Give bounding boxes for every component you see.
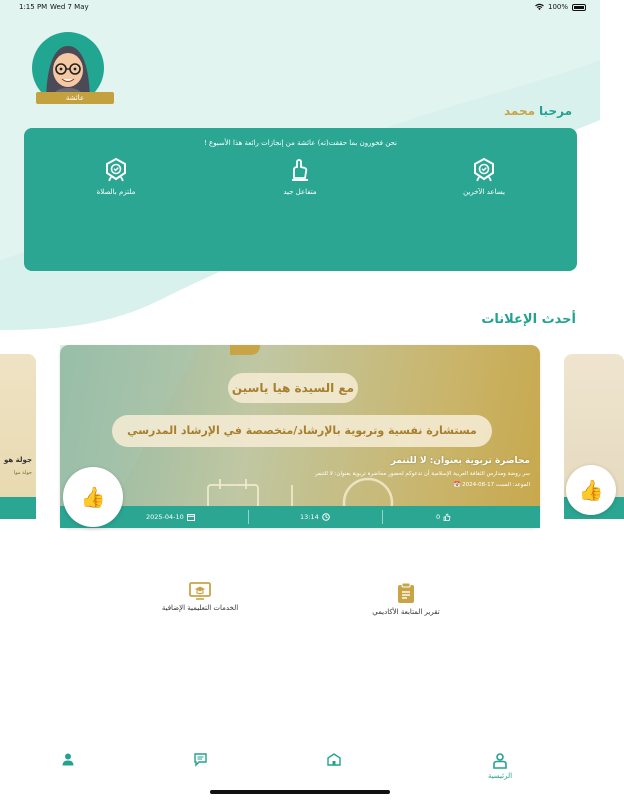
announcements-title: أحدث الإعلانات [481, 312, 576, 327]
announcement-card[interactable] [60, 345, 540, 528]
announcement-time [300, 506, 330, 528]
wifi-icon [535, 4, 544, 11]
announcement-title: محاضرة تربوية بعنوان: لا للتنمر [390, 456, 530, 466]
like-outline-icon [443, 513, 451, 521]
greeting-user-name: محمد [503, 104, 536, 118]
calendar-icon [187, 513, 195, 521]
tab-messages[interactable] [170, 753, 230, 769]
tab-home[interactable] [470, 753, 530, 780]
announcement-publish-date [146, 506, 195, 528]
tab-home-label: الرئيسية [487, 772, 513, 780]
clock-icon [322, 513, 330, 521]
home-indicator [210, 790, 390, 794]
child-name-label: عائشة [36, 92, 114, 104]
footer-divider [248, 510, 249, 524]
status-time: 1:15 PM [19, 3, 48, 11]
announcement-card-prev[interactable] [0, 354, 36, 519]
time-value: 13:14 [300, 513, 319, 521]
achievement-item [444, 158, 524, 196]
announcement-prev-subtitle: جولة موا [13, 470, 32, 476]
thumbs-up-icon: 👍 [80, 485, 106, 509]
service-label: تقرير المتابعة الأكاديمي [372, 608, 440, 616]
achievement-item [260, 158, 340, 196]
service-academic-report[interactable] [336, 582, 476, 616]
announcement-prev-title: جولة هو [4, 456, 32, 464]
tab-profile[interactable] [38, 753, 98, 769]
announcement-prev-footer [0, 497, 36, 519]
achievement-label: يساعد الآخرين [463, 188, 505, 196]
like-button[interactable] [63, 467, 123, 527]
achievement-label: متفاعل جيد [283, 188, 317, 196]
home-person-icon [493, 753, 507, 769]
achievements-card [24, 128, 577, 271]
announcement-date-text: الموعد: السبت 17-08-2024 [462, 482, 530, 488]
poster-line-1: مع السيدة هيا ياسين [228, 373, 358, 403]
chat-icon [194, 753, 207, 766]
hand-icon [289, 158, 311, 182]
status-date: Wed 7 May [50, 3, 89, 11]
poster-line-2: مستشارة نفسية وتربوية بالإرشاد/متخصصة في الإرشاد المدرسي [112, 415, 492, 447]
announcement-likes [436, 506, 451, 528]
battery-icon [572, 4, 586, 11]
footer-divider [382, 510, 383, 524]
battery-percent: 100% [547, 3, 568, 11]
badge-icon [473, 158, 495, 182]
likes-count: 0 [436, 513, 441, 521]
greeting [504, 104, 572, 118]
tab-school[interactable] [304, 753, 364, 769]
announcement-description: سر روضة ومدارس الثقافة العربية الإسلامية أن تدعوكم لحضور محاضرة تربوية بعنوان: لا للتنمر [314, 471, 530, 477]
status-right [535, 3, 586, 11]
building-icon [327, 753, 341, 766]
service-educational[interactable] [130, 582, 270, 612]
announcement-date-line [453, 482, 530, 488]
achievements-message: نحن فخورون بما حققت(ته) عائشة من إنجازات رائعة هذا الأسبوع ! [203, 139, 398, 147]
achievement-item [76, 158, 156, 196]
education-screen-icon [189, 582, 211, 600]
greeting-hello: مرحبا [539, 104, 572, 118]
achievement-label: ملتزم بالصلاة [96, 188, 136, 196]
badge-icon [105, 158, 127, 182]
announcement-footer [60, 506, 540, 528]
calendar-emoji-icon: 📅 [453, 482, 461, 488]
thumbs-up-icon: 👍 [578, 478, 604, 502]
user-icon [62, 753, 74, 766]
publish-date-value: 2025-04-10 [146, 513, 184, 521]
clipboard-icon [397, 582, 415, 604]
like-button-next[interactable] [566, 465, 616, 515]
status-bar [0, 0, 600, 14]
service-label: الخدمات التعليمية الإضافية [161, 604, 239, 612]
